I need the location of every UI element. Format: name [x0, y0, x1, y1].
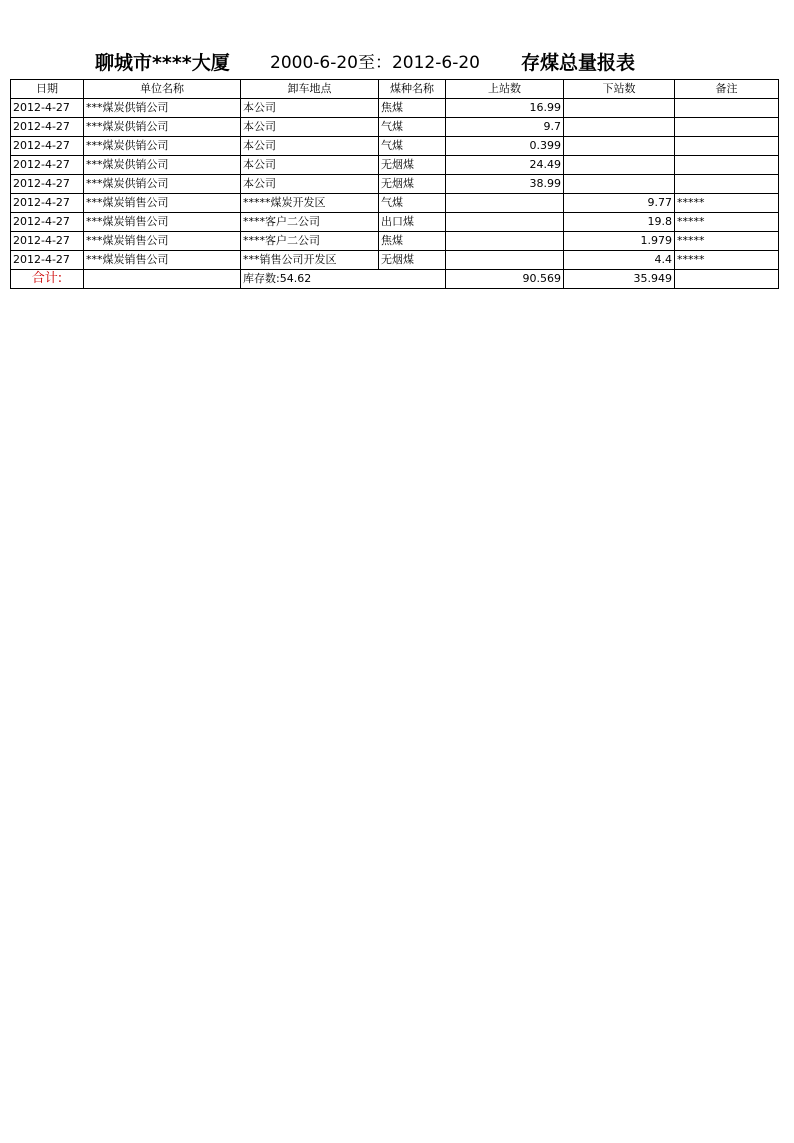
- header-unload-location: 卸车地点: [241, 80, 379, 99]
- cell-date: 2012-4-27: [11, 175, 84, 194]
- cell-date: 2012-4-27: [11, 213, 84, 232]
- cell-notes: *****: [675, 251, 779, 270]
- cell-download-count: 1.979: [564, 232, 675, 251]
- cell-date: 2012-4-27: [11, 156, 84, 175]
- cell-unload-location: 本公司: [241, 156, 379, 175]
- cell-unload-location: 本公司: [241, 175, 379, 194]
- table-row: [11, 194, 779, 213]
- cell-unit-name: ***煤炭供销公司: [84, 137, 241, 156]
- cell-unit-name: ***煤炭供销公司: [84, 99, 241, 118]
- table-row: [11, 156, 779, 175]
- cell-coal-type: 焦煤: [379, 99, 446, 118]
- cell-upload-count: [446, 194, 564, 213]
- cell-unload-location: 本公司: [241, 99, 379, 118]
- cell-date: 2012-4-27: [11, 194, 84, 213]
- cell-coal-type: 无烟煤: [379, 156, 446, 175]
- cell-coal-type: 无烟煤: [379, 175, 446, 194]
- cell-unit-name: ***煤炭销售公司: [84, 213, 241, 232]
- cell-upload-count: 0.399: [446, 137, 564, 156]
- cell-notes: *****: [675, 213, 779, 232]
- cell-date: 2012-4-27: [11, 251, 84, 270]
- cell-coal-type: 气煤: [379, 194, 446, 213]
- cell-upload-count: [446, 213, 564, 232]
- cell-upload-count: 9.7: [446, 118, 564, 137]
- cell-download-count: 4.4: [564, 251, 675, 270]
- cell-notes: [675, 118, 779, 137]
- table-row: [11, 213, 779, 232]
- cell-date: 2012-4-27: [11, 232, 84, 251]
- title-report-name: 存煤总量报表: [521, 52, 636, 74]
- header-unit-name: 单位名称: [84, 80, 241, 99]
- report-title: [0, 44, 794, 74]
- cell-unload-location: *****煤炭开发区: [241, 194, 379, 213]
- cell-unload-location: ****客户二公司: [241, 213, 379, 232]
- cell-coal-type: 气煤: [379, 137, 446, 156]
- cell-unit-name: ***煤炭供销公司: [84, 156, 241, 175]
- cell-coal-type: 无烟煤: [379, 251, 446, 270]
- cell-download-count: [564, 137, 675, 156]
- cell-notes: *****: [675, 232, 779, 251]
- cell-date: 2012-4-27: [11, 137, 84, 156]
- cell-unit-name: ***煤炭销售公司: [84, 194, 241, 213]
- table-row: [11, 99, 779, 118]
- cell-unit-name: ***煤炭供销公司: [84, 118, 241, 137]
- cell-download-count: [564, 118, 675, 137]
- cell-coal-type: 焦煤: [379, 232, 446, 251]
- cell-upload-count: [446, 251, 564, 270]
- cell-unload-location: 本公司: [241, 118, 379, 137]
- cell-date: 2012-4-27: [11, 99, 84, 118]
- table-row: [11, 118, 779, 137]
- header-download-count: 下站数: [564, 80, 675, 99]
- cell-notes: [675, 156, 779, 175]
- cell-upload-count: 24.49: [446, 156, 564, 175]
- total-notes-cell: [675, 270, 779, 289]
- upload-total: 90.569: [446, 270, 564, 289]
- cell-notes: [675, 99, 779, 118]
- total-empty-cell: [84, 270, 241, 289]
- cell-download-count: [564, 99, 675, 118]
- cell-notes: [675, 137, 779, 156]
- cell-coal-type: 出口煤: [379, 213, 446, 232]
- total-row: [11, 270, 779, 289]
- cell-coal-type: 气煤: [379, 118, 446, 137]
- cell-notes: [675, 175, 779, 194]
- cell-unload-location: 本公司: [241, 137, 379, 156]
- table-row: [11, 137, 779, 156]
- cell-download-count: 19.8: [564, 213, 675, 232]
- cell-upload-count: [446, 232, 564, 251]
- table-header-row: [11, 80, 779, 99]
- cell-unit-name: ***煤炭销售公司: [84, 232, 241, 251]
- cell-upload-count: 38.99: [446, 175, 564, 194]
- cell-unload-location: ****客户二公司: [241, 232, 379, 251]
- cell-upload-count: 16.99: [446, 99, 564, 118]
- cell-download-count: [564, 175, 675, 194]
- coal-stock-table: [10, 79, 779, 289]
- cell-download-count: 9.77: [564, 194, 675, 213]
- cell-unload-location: ***销售公司开发区: [241, 251, 379, 270]
- header-notes: 备注: [675, 80, 779, 99]
- download-total: 35.949: [564, 270, 675, 289]
- title-organization: 聊城市****大厦: [95, 52, 230, 74]
- header-date: 日期: [11, 80, 84, 99]
- header-upload-count: 上站数: [446, 80, 564, 99]
- cell-unit-name: ***煤炭供销公司: [84, 175, 241, 194]
- table-row: [11, 232, 779, 251]
- cell-notes: *****: [675, 194, 779, 213]
- cell-unit-name: ***煤炭销售公司: [84, 251, 241, 270]
- header-coal-type: 煤种名称: [379, 80, 446, 99]
- total-label: 合计:: [11, 270, 84, 289]
- inventory-count: 库存数:54.62: [241, 270, 446, 289]
- table-row: [11, 251, 779, 270]
- table-row: [11, 175, 779, 194]
- cell-date: 2012-4-27: [11, 118, 84, 137]
- cell-download-count: [564, 156, 675, 175]
- title-date-range: 2000-6-20至：2012-6-20: [270, 53, 480, 73]
